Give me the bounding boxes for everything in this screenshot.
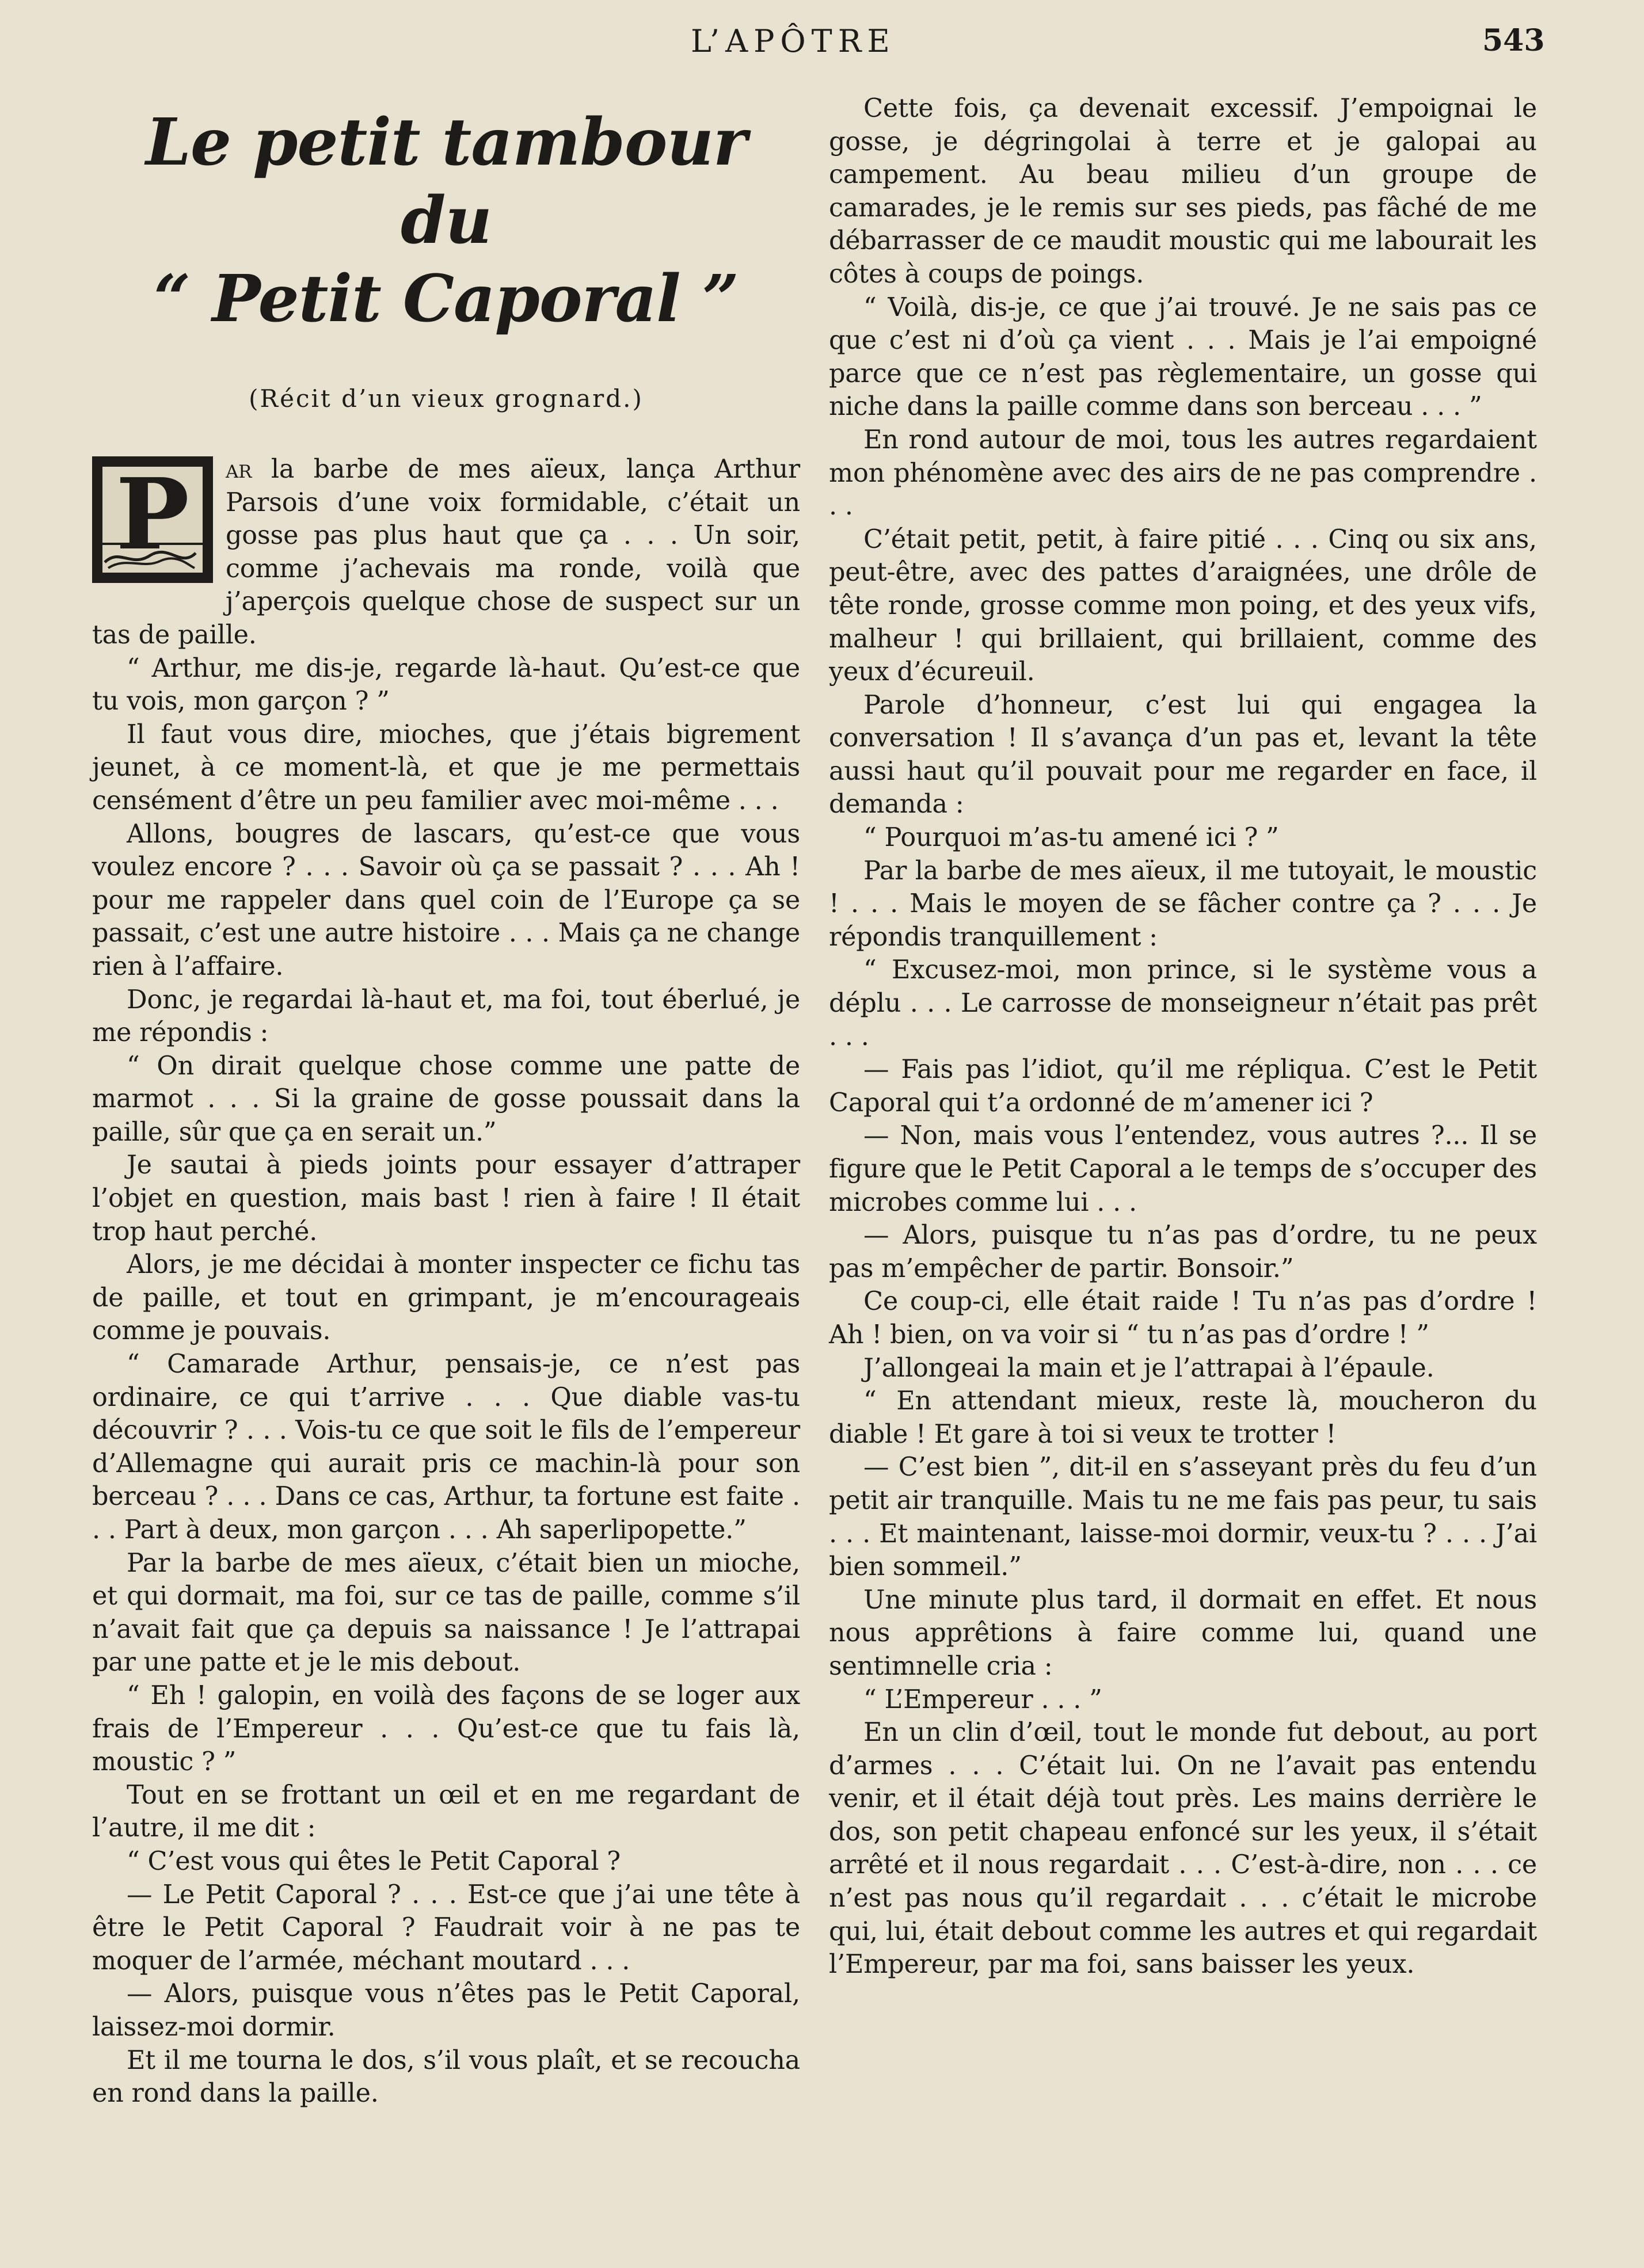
paragraph: Par la barbe de mes aïeux, il me tutoyait, le moustic ! . . . Mais le moyen de se fâcher contre ça ? . . . Je répondis tranquillement : (829, 856, 1537, 952)
paragraph: En rond autour de moi, tous les autres regardaient mon phénomène avec des airs de ne pas comprendre . . . (829, 425, 1537, 521)
paragraph: Une minute plus tard, il dormait en effet. Et nous nous apprêtions à faire comme lui, quand une sentimnelle cria : (829, 1585, 1537, 1681)
paragraph: Je sautai à pieds joints pour essayer d’attraper l’objet en question, mais bast ! rien à faire ! Il était trop haut perché. (92, 1150, 800, 1247)
paragraph: Et il me tourna le dos, s’il vous plaît, et se recoucha en rond dans la paille. (92, 2045, 800, 2109)
paragraph: — Le Petit Caporal ? . . . Est-ce que j’ai une tête à être le Petit Caporal ? Faudrait voir à ne pas te moquer de l’armée, méchant moutard . . . (92, 1880, 800, 1976)
paragraph: — Alors, puisque tu n’as pas d’ordre, tu ne peux pas m’empêcher de partir. Bonsoir.” (829, 1221, 1537, 1283)
dropcap-ornament (102, 543, 203, 574)
paragraph: “ On dirait quelque chose comme une patte de marmot . . . Si la graine de gosse poussait dans la paille, sûr que ça en serait un.” (92, 1051, 800, 1147)
ornamental-dropcap (92, 456, 213, 583)
paragraph: — C’est bien ”, dit-il en s’asseyant près du feu d’un petit air tranquille. Mais tu ne me fais pas peur, tu sais . . . Et maintenant, laisse-moi dormir, veux-tu ? . . . J’ai bien sommeil.” (829, 1453, 1537, 1582)
paragraph: Donc, je regardai là-haut et, ma foi, tout éberlué, je me répondis : (92, 985, 800, 1048)
lead-word: ar (226, 455, 252, 484)
paragraph: “ Voilà, dis-je, ce que j’ai trouvé. Je ne sais pas ce que c’est ni d’où ça vient . . . Mais je l’ai empoigné parce que ce n’est pas règlementaire, un gosse qui niche dans la paille comme dans son berceau . . . ” (829, 292, 1537, 422)
paragraph: “ C’est vous qui êtes le Petit Caporal ? (127, 1846, 621, 1876)
paragraph: Alors, je me décidai à monter inspecter ce fichu tas de paille, et tout en grimpant, je m’encourageais comme je pouvais. (92, 1250, 800, 1346)
story-subtitle: (Récit d’un vieux grognard.) (249, 384, 644, 413)
paragraph: “ L’Empereur . . . ” (863, 1684, 1102, 1714)
paragraph: En un clin d’œil, tout le monde fut debout, au port d’armes . . . C’était lui. On ne l’avait pas entendu venir, et il était déjà tout près. Les mains derrière le dos, son petit chapeau enfoncé sur les yeux, il s’était arrêté et il nous regardait . . . C’est-à-dire, non . . . ce n’est pas nous qu’il regardait . . . c’était le microbe qui, lui, était debout comme les autres et qui regardait l’Empereur, par ma foi, sans baisser les yeux. (829, 1718, 1537, 1980)
journal-title: L’APÔTRE (691, 23, 896, 59)
running-head (0, 23, 1644, 81)
paragraph: — Non, mais vous l’entendez, vous autres ?... Il se figure que le Petit Caporal a le temps de s’occuper des microbes comme lui . . . (829, 1121, 1537, 1217)
paragraph: Ce coup-ci, elle était raide ! Tu n’as pas d’ordre ! Ah ! bien, on va voir si “ tu n’as pas d’ordre ! ” (829, 1287, 1537, 1350)
right-column (829, 92, 1537, 1981)
paragraph: Cette fois, ça devenait excessif. J’empoignai le gosse, je dégringolai à terre et je galopai au campement. Au beau milieu d’un groupe de camarades, je le remis sur ses pieds, pas fâché de me débarrasser de ce maudit moustic qui me labourait les côtes à coups de poings. (829, 94, 1537, 289)
story-title (92, 104, 800, 338)
paragraph: C’était petit, petit, à faire pitié . . . Cinq ou six ans, peut-être, avec des pattes d’araignées, une drôle de tête ronde, grosse comme mon poing, et des yeux vifs, malheur ! qui brillaient, qui brillaient, comme des yeux d’écureuil. (829, 524, 1537, 687)
paragraph: “ Eh ! galopin, en voilà des façons de se loger aux frais de l’Empereur . . . Qu’est-ce que tu fais là, moustic ? ” (92, 1680, 800, 1777)
paragraph: “ En attendant mieux, reste là, moucheron du diable ! Et gare à toi si veux te trotter ! (829, 1386, 1537, 1449)
paragraph: Parole d’honneur, c’est lui qui engagea la conversation ! Il s’avança d’un pas et, levant la tête aussi haut qu’il pouvait pour me regarder en face, il demanda : (829, 690, 1537, 819)
paragraph: — Fais pas l’idiot, qu’il me répliqua. C’est le Petit Caporal qui t’a ordonné de m’amener ici ? (829, 1055, 1537, 1118)
paragraph: Par la barbe de mes aïeux, c’était bien un mioche, et qui dormait, ma foi, sur ce tas de paille, comme s’il n’avait fait que ça depuis sa naissance ! Je l’attrapai par une patte et je le mis debout. (92, 1548, 800, 1678)
paragraph: “ Pourquoi m’as-tu amené ici ? ” (863, 823, 1279, 853)
dropcap-letter: P (116, 457, 189, 572)
page-number: 543 (1482, 23, 1545, 58)
paragraph: “ Excusez-moi, mon prince, si le système vous a déplu . . . Le carrosse de monseigneur n’était pas prêt . . . (829, 955, 1537, 1051)
paragraph: Il faut vous dire, mioches, que j’étais bigrement jeunet, à ce moment-là, et que je me permettais censément d’être un peu familier avec moi-même . . . (92, 719, 800, 815)
story-title-line-1: Le petit tambour du (146, 105, 747, 258)
story-title-line-2: “ Petit Caporal ” (153, 261, 739, 337)
paragraph: “ Arthur, me dis-je, regarde là-haut. Qu’est-ce que tu vois, mon garçon ? ” (92, 653, 800, 716)
paragraph: — Alors, puisque vous n’êtes pas le Petit Caporal, laissez-moi dormir. (92, 1979, 800, 2042)
paragraph: “ Camarade Arthur, pensais-je, ce n’est pas ordinaire, ce qui t’arrive . . . Que diable vas-tu découvrir ? . . . Vois-tu ce que soit le fils de l’empereur d’Allemagne qui aurait pris ce machin-là pour son berceau ? . . . Dans ce cas, Arthur, ta fortune est faite . . . Part à deux, mon garçon . . . Ah saperlipopette.” (92, 1350, 800, 1545)
left-column (92, 92, 800, 2110)
paragraph: J’allongeai la main et je l’attrapai à l’épaule. (863, 1353, 1434, 1383)
paragraph: Tout en se frottant un œil et en me regardant de l’autre, il me dit : (92, 1780, 800, 1843)
lead-text: la barbe de mes aïeux, lança Arthur Parsois d’une voix formidable, c’était un gosse pas plus haut que ça . . . Un soir, comme j’achevais ma ronde, voilà que j’aperçois quelque chose de suspect sur un tas de paille. (92, 455, 800, 650)
paragraph: Allons, bougres de lascars, qu’est-ce que vous voulez encore ? . . . Savoir où ça se passait ? . . . Ah ! pour me rappeler dans quel coin de l’Europe ça se passait, c’est une autre histoire . . . Mais ça ne change rien à l’affaire. (92, 819, 800, 981)
